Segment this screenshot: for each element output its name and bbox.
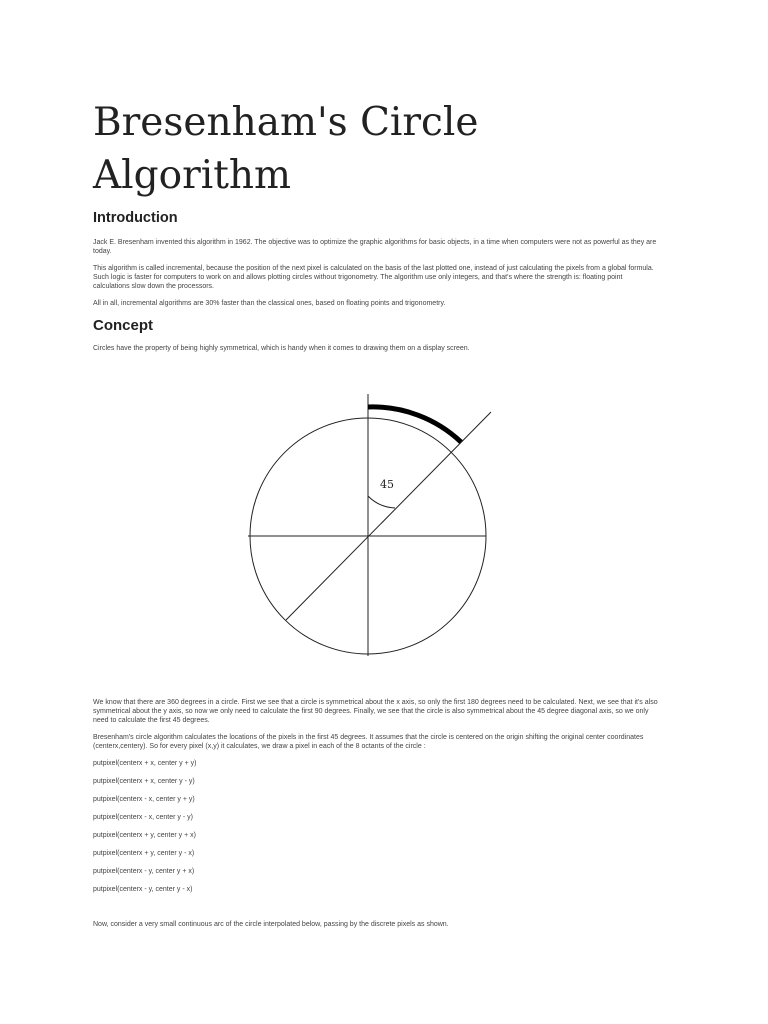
concept-paragraph-1: Circles have the property of being highly symmetrical, which is handy when it comes to drawing them on a display screen. xyxy=(93,345,470,352)
putpixel-line: putpixel(centerx + y, center y - x) xyxy=(93,850,195,857)
intro-paragraph-2: This algorithm is called incremental, because the position of the next pixel is calculated on the basis of the last plotted one, instead of just calculating the pixels from a global formula. Such logic is faster for computers to work on and allows plotting circles without trigonometry. The algorithm use only integers, and that's where the strength is: floating point calculations slow down the processors. xyxy=(93,265,654,290)
first-octant-arc xyxy=(368,407,461,442)
putpixel-line: putpixel(centerx - x, center y + y) xyxy=(93,796,195,803)
putpixel-line: putpixel(centerx - y, center y - x) xyxy=(93,886,193,893)
concept-paragraph-3: Bresenham's circle algorithm calculates the locations of the pixels in the first 45 degrees. It assumes that the circle is centered on the origin shifting the original center coordinates (centerx,centery). So for every pixel (x,y) it calculates, we draw a pixel in each of the 8 octants of the circle : xyxy=(93,734,644,750)
concept-paragraph-2: We know that there are 360 degrees in a circle. First we see that a circle is symmetrical about the x axis, so only the first 180 degrees need to be calculated. Next, we see that it's also symmetrical about the y axis, so now we only need to calculate the first 90 degrees. Finally, we see that the circle is also symmetrical about the 45 degree diagonal axis, so we only need to calculate the first 45 degrees. xyxy=(93,699,658,724)
putpixel-line: putpixel(centerx - y, center y + x) xyxy=(93,868,195,875)
putpixel-line: putpixel(centerx + x, center y + y) xyxy=(93,760,197,767)
concept-closing-paragraph: Now, consider a very small continuous arc of the circle interpolated below, passing by the discrete pixels as shown. xyxy=(93,921,449,928)
putpixel-line: putpixel(centerx - x, center y - y) xyxy=(93,814,193,821)
putpixel-line: putpixel(centerx + x, center y - y) xyxy=(93,778,195,785)
section-heading-concept: Concept xyxy=(93,317,153,334)
diagonal-axis xyxy=(286,412,491,620)
section-heading-introduction: Introduction xyxy=(93,210,178,226)
putpixel-line: putpixel(centerx + y, center y + x) xyxy=(93,832,196,839)
angle-label: 45 xyxy=(380,478,394,491)
intro-paragraph-1: Jack E. Bresenham invented this algorithm in 1962. The objective was to optimize the graphic algorithms for basic objects, in a time when computers were not as powerful as they are today. xyxy=(93,239,657,255)
circle-symmetry-figure xyxy=(248,378,528,678)
intro-paragraph-3: All in all, incremental algorithms are 30% faster than the classical ones, based on floating points and trigonometry. xyxy=(93,300,446,307)
circle-diagram xyxy=(248,378,528,678)
angle-arc xyxy=(368,496,395,508)
page-title: Bresenham's Circle Algorithm xyxy=(93,100,479,198)
